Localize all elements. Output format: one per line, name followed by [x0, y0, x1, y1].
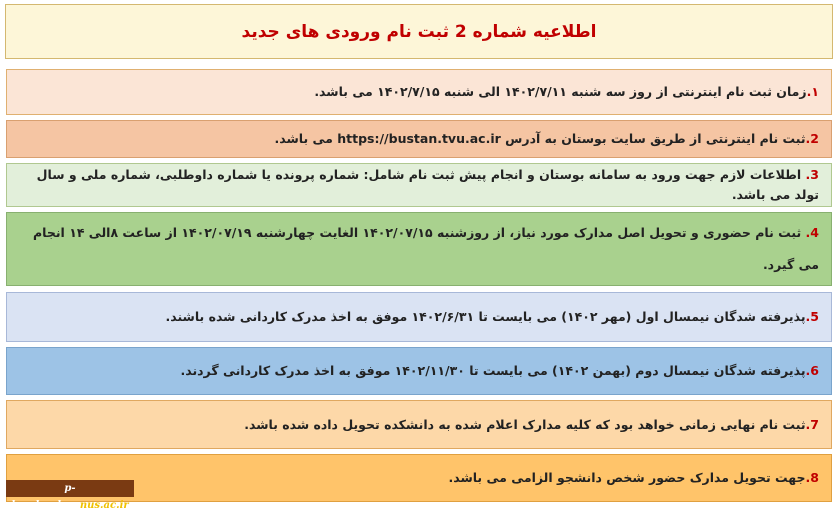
item-text — [180, 361, 819, 381]
item-number: 6. — [805, 363, 819, 378]
watermark-domain: nus.ac.ir — [79, 500, 129, 511]
item-number: 7. — [805, 416, 819, 432]
item-text — [275, 129, 820, 149]
notice-item-4 — [6, 212, 832, 286]
watermark-prefix: p-bandarabas. — [11, 483, 80, 511]
item-number: 3. — [805, 167, 819, 182]
notice-title-box — [5, 4, 833, 59]
item-text — [165, 307, 819, 327]
item-content: پذیرفته شدگان نیمسال دوم (بهمن ۱۴۰۲) می بایست تا ۱۴۰۲/۱۱/۳۰ موفق به اخذ مدرک کاردانی گردند. — [180, 363, 806, 378]
notice-item-7 — [6, 400, 832, 449]
notice-item-5 — [6, 292, 832, 342]
notice-item-1 — [6, 69, 832, 115]
notice-item-3 — [6, 163, 832, 207]
item-number: ۱. — [806, 84, 819, 99]
item-text — [314, 82, 819, 102]
item-content-line-2: می گیرد. — [762, 257, 819, 272]
item-text — [244, 415, 819, 435]
item-content: اطلاعات لازم جهت ورود به سامانه بوستان و انجام پیش ثبت نام شامل: شماره پرونده یا شماره داوطلبی، شماره ملی و سال تولد می باشد. — [36, 167, 819, 202]
item-content: ثبت نام نهایی زمانی خواهد بود که کلیه مدارک اعلام شده به دانشکده تحویل داده شده باشد. — [244, 416, 806, 432]
item-content: پذیرفته شدگان نیمسال اول (مهر ۱۴۰۲) می بایست تا ۱۴۰۲/۶/۳۱ موفق به اخذ مدرک کاردانی شده باشند. — [165, 309, 806, 324]
item-content: ثبت نام اینترنتی از طریق سایت بوستان به آدرس https://bustan.tvu.ac.ir می باشد. — [274, 131, 806, 146]
notice-item-2 — [6, 120, 832, 158]
item-number: 5. — [805, 309, 819, 324]
item-line-1 — [17, 223, 819, 243]
notice-item-6 — [6, 347, 832, 395]
item-content: ثبت نام حضوری و تحویل اصل مدارک مورد نیاز، از روزشنبه ۱۴۰۲/۰۷/۱۵ الغایت چهارشنبه ۱۴۰۲/۰۷/۱۹ از ساعت ۸الی ۱۴ انجام — [32, 225, 806, 240]
item-content: جهت تحویل مدارک حضور شخص دانشجو الزامی می باشد. — [448, 470, 806, 485]
site-watermark — [6, 480, 134, 511]
notice-title: اطلاعیه شماره 2 ثبت نام ورودی های جدید — [241, 21, 597, 42]
item-number: 2. — [805, 131, 819, 146]
item-text — [448, 468, 819, 488]
item-number: 8. — [805, 470, 819, 485]
item-content: زمان ثبت نام اینترنتی از روز سه شنبه ۱۴۰۲/۷/۱۱ الی شنبه ۱۴۰۲/۷/۱۵ می باشد. — [314, 84, 807, 99]
item-text — [17, 165, 819, 205]
item-number: 4. — [805, 225, 819, 240]
